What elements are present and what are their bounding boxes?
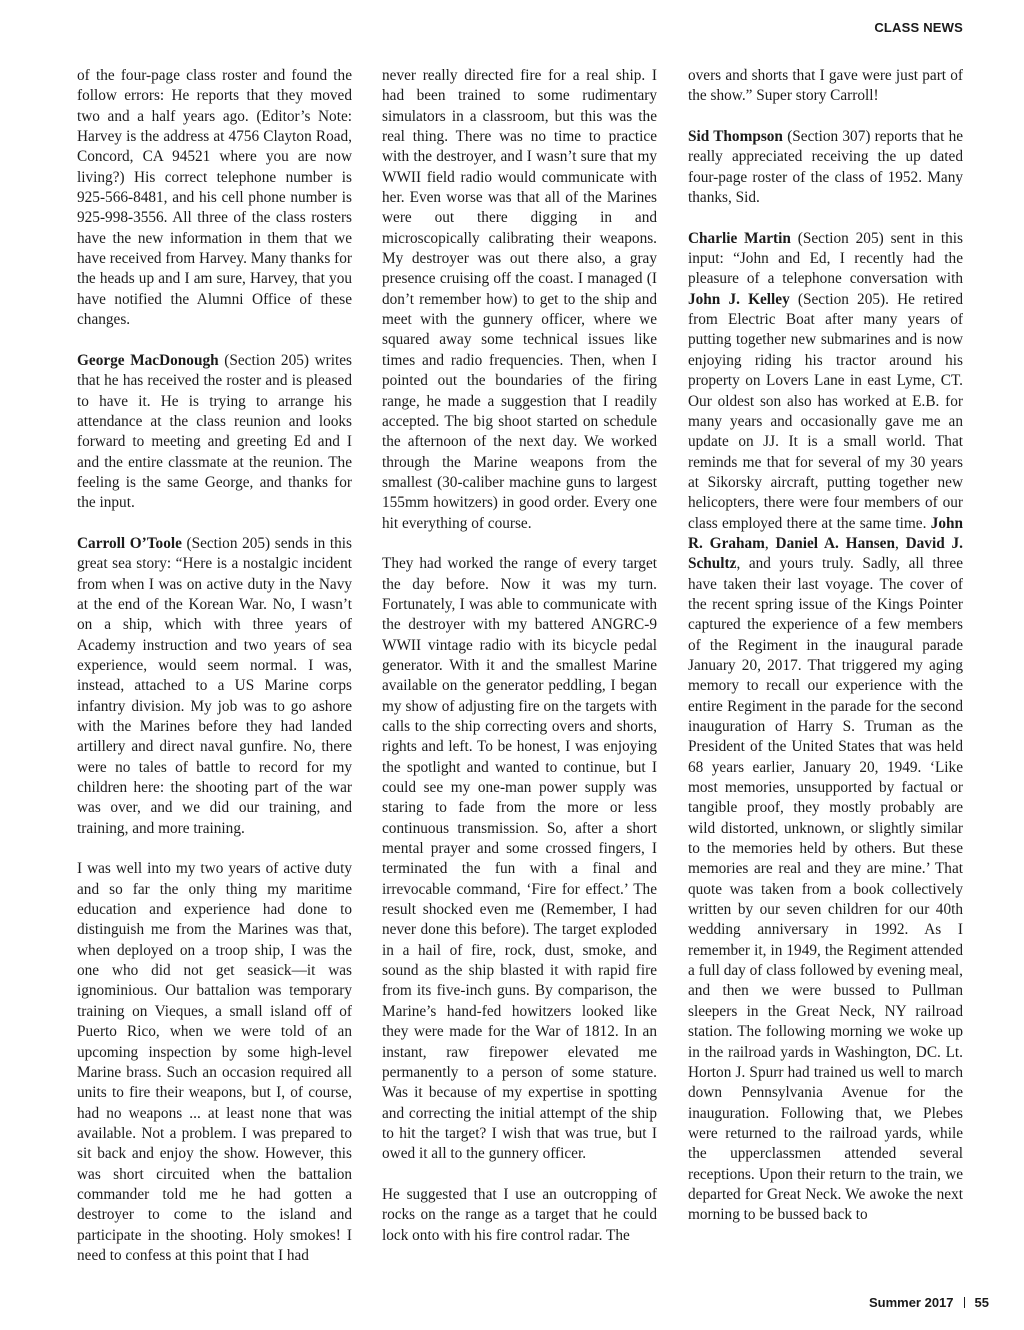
paragraph xyxy=(77,859,352,1266)
text-run: , xyxy=(894,534,906,552)
paragraph xyxy=(382,554,657,1164)
text-run: , xyxy=(764,534,776,552)
classmate-name: Carroll O’Toole xyxy=(77,534,182,552)
classmate-name: David J. Schultz xyxy=(688,534,963,573)
paragraph xyxy=(382,1185,657,1246)
text-run: (Section 307) reports that he really appreciated receiving the up dated four-page roster of the class of 1952. Many thanks, Sid. xyxy=(688,128,964,207)
text-run: They had worked the range of every target the day before. Now it was my turn. Fortunately, I was able to communicate with the destroyer with my battered ANGRC-9 WWII vintage radio with its bicycle pedal generator. With it and the smallest Marine available on the generator peddling, I began my show of adjusting fire on the targets with calls to the ship correcting overs and shorts, rights and left. To be honest, I was enjoying the spotlight and wanted to continue, but I could see my one-man power supply was staring to fade from the more or less continuous transmission. So, after a short mental prayer and some crossed fingers, I terminated the fun with a final and irrevocable command, ‘Fire for effect.’ The result shocked even me (Remember, I had never done this before). The target exploded in a hail of fire, rock, dust, smoke, and sound as the ship blasted it with rapid fire from its five-inch guns. By comparison, the Marine’s hand-fed howitzers looked like they were made for the War of 1812. In an instant, raw firepower elevated me permanently to a person of some stature. Was it because of my expertise in spotting and correcting the initial attempt of the ship to hit the target? I wish that was true, but I owed it all to the gunnery officer. xyxy=(382,555,657,1163)
text-run: He suggested that I use an outcropping of rocks on the range as a target that he could lock onto with his fire control radar. The xyxy=(382,1185,657,1244)
classmate-name: John R. Graham xyxy=(688,514,963,552)
text-run: of the four-page class roster and found the follow errors: He reports that they moved two and a half years ago. (Editor’s Note: Harvey is the address at 4756 Clayton Road, Concord, CA 94521 where you are now living?) His correct telephone number is 925-566-8481, and his cell phone number is 925-998-3556. All three of the class rosters have the new information in them that we have received from Harvey. Many thanks for the heads up and I am sure, Harvey, that you have notified the Alumni Office of these changes. xyxy=(77,67,352,329)
column-3 xyxy=(688,66,963,1226)
classmate-name: John J. Kelley xyxy=(688,290,790,308)
issue-label: Summer 2017 xyxy=(868,1295,954,1310)
paragraph xyxy=(77,351,352,514)
paragraph xyxy=(688,66,963,107)
classmate-name: Charlie Martin xyxy=(688,229,791,247)
section-header: CLASS NEWS xyxy=(874,20,963,35)
text-run: (Section 205) writes that he has received the roster and is pleased to have it. He is trying to arrange his attendance at the class reunion and looks forward to meeting and greeting Ed and I and the entire classmate at the reunion. The feeling is the same George, and thanks for the input. xyxy=(77,351,353,512)
classmate-name: Sid Thompson xyxy=(688,128,783,146)
column-2 xyxy=(382,66,657,1246)
paragraph xyxy=(77,66,352,330)
paragraph xyxy=(688,229,963,1226)
footer-divider xyxy=(964,1297,965,1308)
page-footer xyxy=(869,1295,989,1310)
text-run: , and yours truly. Sadly, all three have taken their last voyage. The cover of the recent spring issue of the Kings Pointer captured the experience of a few members of the Regiment in the inaugural parade January 20, 2017. That triggered my aging memory to recall our experience with the entire Regiment in the parade for the second inauguration of Harry S. Truman as the President of the United States that was held 68 years earlier, January 20, 1949. ‘Like most memories, unsupported by factual or tangible proof, they mostly probably are wild distorted, unknown, or slightly similar to the memories held by others. But these memories are real and they are mine.’ That quote was taken from a book collectively written by our seven children for our 40th wedding anniversary in 1992. As I remember it, in 1949, the Regiment attended a full day of class followed by evening meal, and then we were bussed to Pullman sleepers in the Great Neck, NY railroad station. The following morning we woke up in the railroad yards in Washington, DC. Lt. Horton J. Spurr had trained us well to march down Pennsylvania Avenue for the inauguration. Following that, we Plebes were returned to the railroad yards, while the upperclassmen attended several receptions. Upon their return to the train, we departed for Great Neck. We awoke the next morning to be bussed back to xyxy=(688,555,963,1224)
text-run: never really directed fire for a real ship. I had been trained to some rudimentary simulators in a classroom, but this was the real thing. There was no time to practice with the destroyer, and I wasn’t sure that my WWII field radio would communicate with her. Even worse was that all of the Marines were out there digging in and microscopically calibrating their weapons. My destroyer was out there also, a gray presence cruising off the coast. I managed (I don’t remember how) to get to the ship and meet with the gunnery officer, where we squared away some technical issues like times and radio frequencies. Then, when I pointed out the boundaries of the firing range, he made a suggestion that I readily accepted. The big shoot started on schedule the afternoon of the next day. We worked through the Marine weapons from the smallest (30-caliber machine guns to largest 155mm howitzers) in good order. Every one hit everything of course. xyxy=(382,67,657,532)
text-run: overs and shorts that I gave were just part of the show.” Super story Carroll! xyxy=(688,67,963,105)
paragraph xyxy=(688,127,963,208)
page-number: 55 xyxy=(974,1295,989,1310)
text-run: (Section 205). He retired from Electric Boat after many years of putting together new submarines and is now enjoying riding his tractor around his property on Lovers Lane in east Lyme, CT. Our oldest son also has worked at E.B. for many years and occasionally gave me an update on JJ. It is a small world. That reminds me that for several of my 30 years at Sikorsky aircraft, putting together new helicopters, there were four members of our class employed there at the same time. xyxy=(688,290,964,532)
column-1 xyxy=(77,66,352,1266)
classmate-name: Daniel A. Hansen xyxy=(775,534,895,552)
text-run: (Section 205) sent in this input: “John and Ed, I recently had the pleasure of a telephone conversation with xyxy=(688,229,963,288)
paragraph xyxy=(77,534,352,839)
text-run: I was well into my two years of active duty and so far the only thing my maritime education and experience had done to distinguish me from the Marines was that, when deployed on a troop ship, I was the one who did not get seasick—it was ignominious. Our battalion was temporary training on Vieques, a small island off of Puerto Rico, when we were told of an upcoming inspection by some high-level Marine brass. Such an occasion required all units to fire their weapons, but I, of course, had no weapons ... at least none that was available. Not a problem. I was prepared to sit back and enjoy the show. However, this was short circuited when the battalion commander told me he had gotten a destroyer to come to the island and participate in the shooting. Holy smokes! I need to confess at this point that I had xyxy=(77,860,352,1264)
classmate-name: George MacDonough xyxy=(77,351,219,369)
text-run: (Section 205) sends in this great sea story: “Here is a nostalgic incident from when I was on active duty in the Navy at the end of the Korean War. No, I wasn’t on a ship, which with three years of Academy instruction and two years of sea experience, would seem normal. I was, instead, attached to a US Marine corps infantry division. My job was to go ashore with the Marines before they had landed artillery and direct naval gunfire. No, there were no tales of battle to record for my children here: the shooting part of the war was over, and we did our training, and training, and more training. xyxy=(77,534,352,837)
paragraph xyxy=(382,66,657,534)
